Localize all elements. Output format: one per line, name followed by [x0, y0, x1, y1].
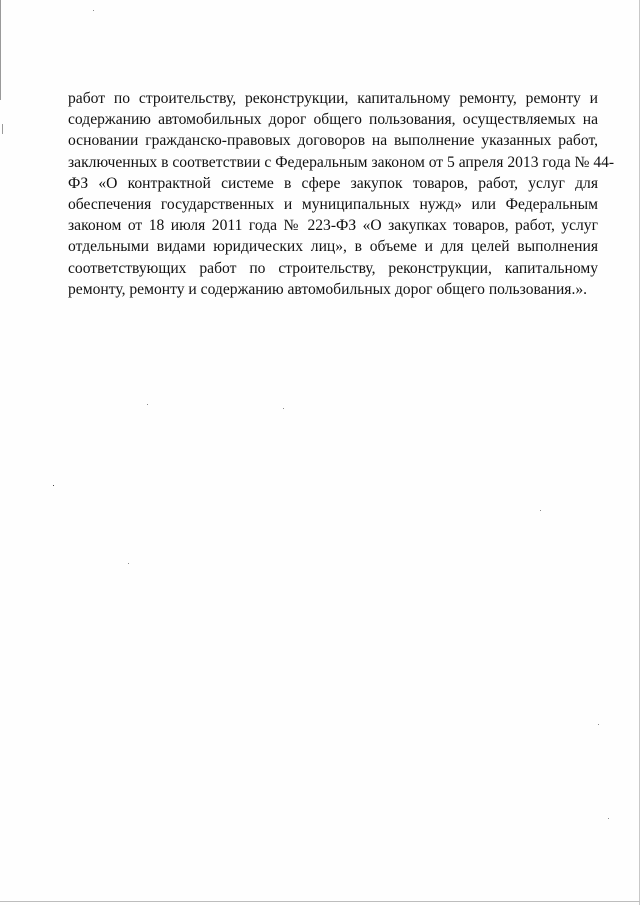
- text-line-2: содержанию автомобильных дорог общего пользования, осуществляемых на: [68, 111, 598, 129]
- text-line-9: соответствующих работ по строительству, реконструкции, капитальному: [68, 259, 598, 277]
- scan-speck: [598, 724, 599, 725]
- scan-speck: [93, 10, 94, 11]
- scan-speck: [128, 563, 129, 564]
- text-line-7: законом от 18 июля 2011 года № 223-ФЗ «О закупках товаров, работ, услуг: [68, 217, 598, 235]
- text-line-6: обеспечения государственных и муниципальных нужд» или Федеральным: [68, 195, 598, 213]
- text-line-3: основании гражданско-правовых договоров на выполнение указанных работ,: [68, 132, 598, 150]
- text-line-1: работ по строительству, реконструкции, капитальному ремонту, ремонту и: [68, 90, 598, 107]
- scan-left-edge: [0, 0, 1, 100]
- scan-speck: [53, 485, 54, 486]
- text-line-10: ремонту, ремонту и содержанию автомобильных дорог общего пользования.».: [68, 280, 588, 298]
- text-line-8: отдельными видами юридических лиц», в объеме и для целей выполнения: [68, 238, 598, 256]
- scan-bottom-edge: [0, 901, 640, 902]
- scan-speck: [147, 404, 148, 405]
- text-line-5: ФЗ «О контрактной системе в сфере закупок товаров, работ, услуг для: [68, 174, 598, 192]
- scan-speck: [283, 408, 284, 409]
- scan-speck: [608, 818, 609, 819]
- scan-speck: [540, 510, 541, 511]
- text-line-4: заключенных в соответствии с Федеральным законом от 5 апреля 2013 года № 44-: [68, 153, 615, 171]
- body-paragraph: [68, 88, 615, 300]
- scan-mark: [2, 124, 3, 134]
